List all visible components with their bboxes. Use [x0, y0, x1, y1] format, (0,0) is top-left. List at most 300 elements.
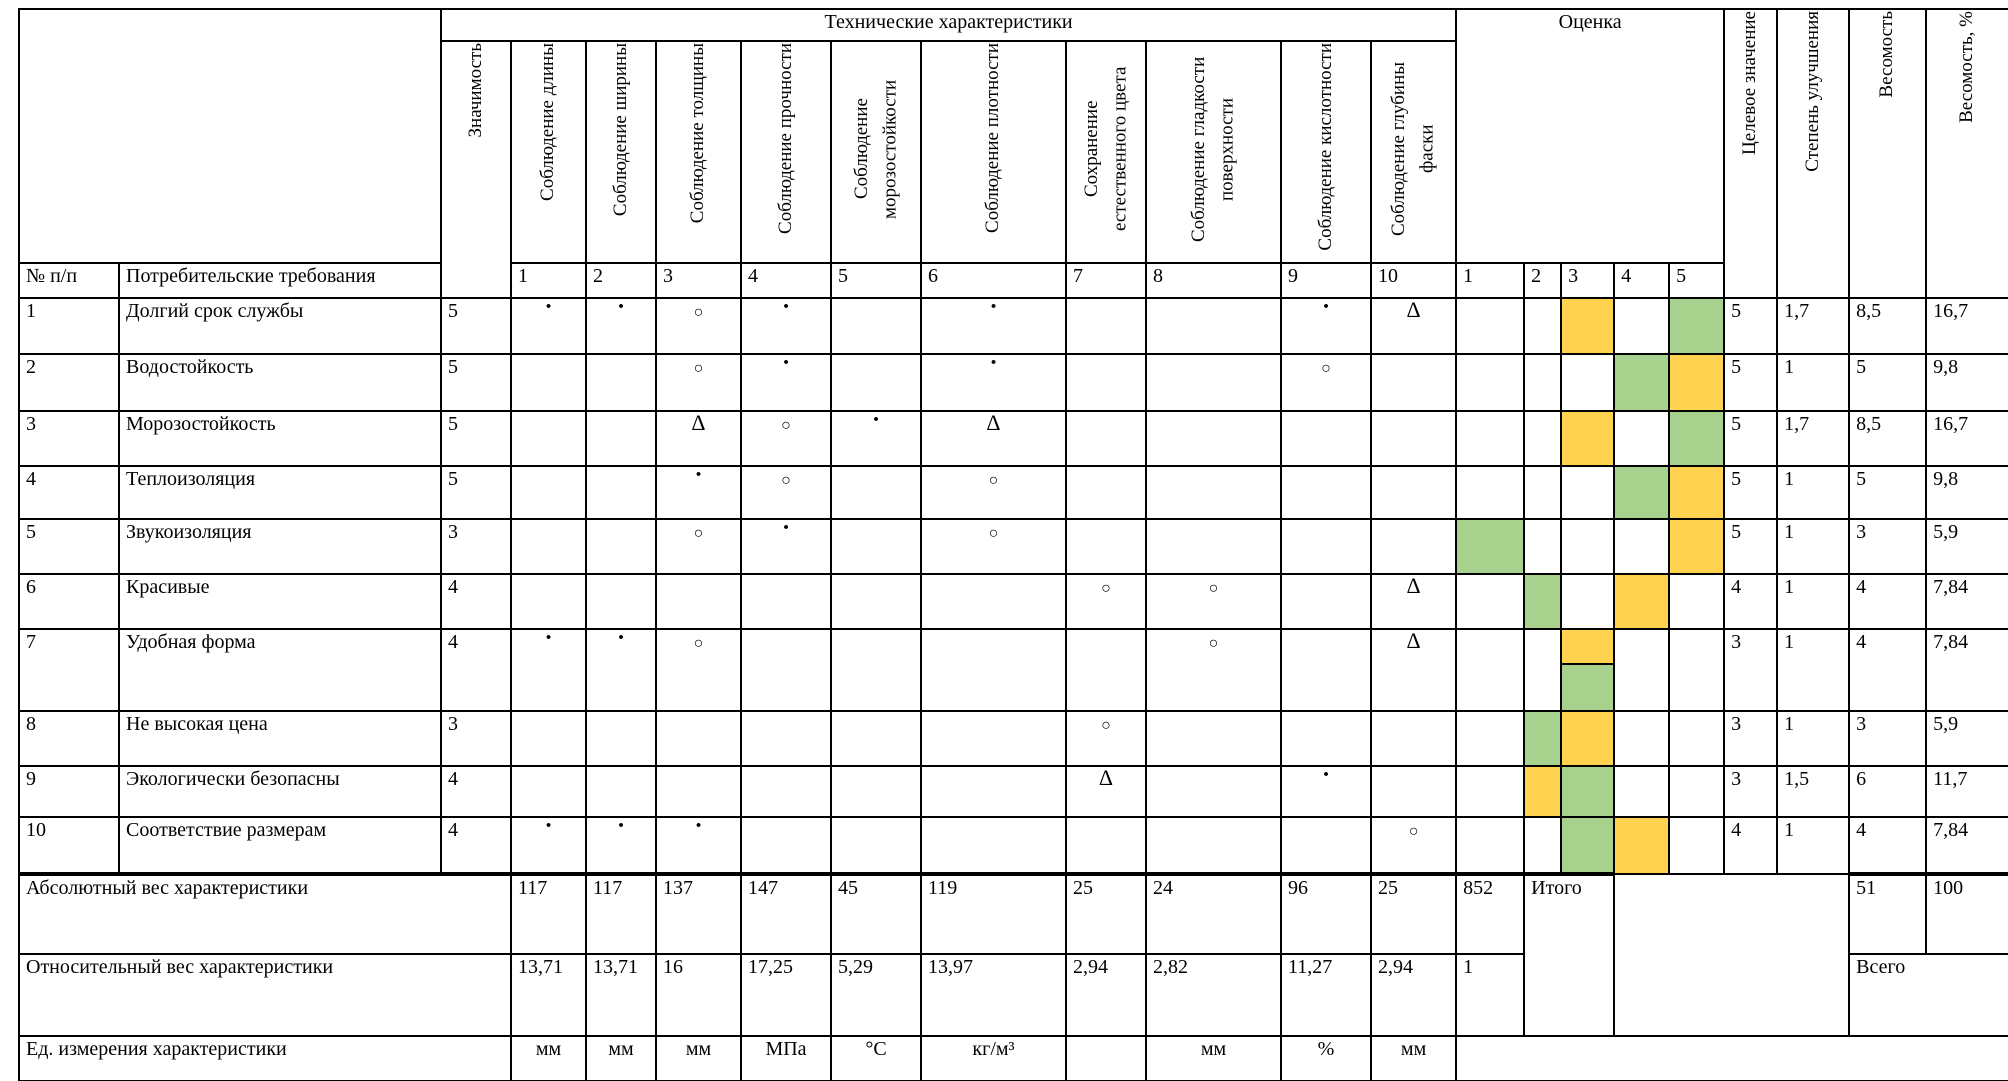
eval-cell: [1614, 298, 1669, 354]
tech-col-header: [511, 41, 586, 263]
eval-col-number: 3: [1561, 263, 1614, 298]
units-row: [19, 1036, 2008, 1081]
relation-cell: [586, 629, 656, 711]
circle-symbol: ○: [1208, 635, 1219, 652]
eval-cell: [1456, 298, 1524, 354]
relation-cell: [1146, 411, 1281, 466]
relation-cell: [741, 519, 831, 574]
relation-cell: [1371, 298, 1456, 354]
relation-cell: [1066, 519, 1146, 574]
eval-cell: [1614, 574, 1669, 629]
relation-cell: [1371, 629, 1456, 711]
tech-col-label: Соблюдение кислотности: [1314, 43, 1336, 251]
relation-cell: [921, 711, 1066, 766]
relation-cell: [511, 766, 586, 817]
dot-symbol: ·: [1320, 766, 1332, 793]
absolute-weight-value: 25: [1066, 874, 1146, 954]
tech-col-header: [1146, 41, 1281, 263]
weight-value: 3: [1849, 711, 1926, 766]
weight-value: 4: [1849, 574, 1926, 629]
tech-characteristics-header: Технические характеристики: [441, 9, 1456, 41]
weight-pct-label: Весомость, %: [1956, 11, 1978, 123]
num-col-header: № п/п: [19, 263, 119, 298]
relation-cell: [586, 298, 656, 354]
eval-cell: [1561, 711, 1614, 766]
weight-value: 8,5: [1849, 411, 1926, 466]
requirement-row: [19, 466, 2008, 519]
relation-cell: [1371, 466, 1456, 519]
relation-cell: [921, 519, 1066, 574]
weight-value: 4: [1849, 817, 1926, 874]
unit-value: °С: [831, 1036, 921, 1081]
weight-pct-value: 5,9: [1926, 519, 2008, 574]
tech-col-number: 1: [511, 263, 586, 298]
qfd-table: [18, 8, 2008, 1081]
circle-symbol: ○: [1101, 717, 1111, 734]
eval-cell: [1561, 574, 1614, 629]
relation-cell: [656, 766, 741, 817]
relative-weight-value: 2,82: [1146, 954, 1281, 1036]
requirement-row: [19, 574, 2008, 629]
weight-column-header: [1849, 9, 1926, 298]
relation-cell: [1146, 298, 1281, 354]
eval-cell: [1456, 629, 1524, 711]
relation-cell: [1146, 711, 1281, 766]
improvement-value: 1: [1777, 519, 1849, 574]
row-number: 9: [19, 766, 119, 817]
relation-cell: [1066, 766, 1146, 817]
relation-cell: [831, 817, 921, 874]
relation-cell: [511, 519, 586, 574]
absolute-weight-value: 24: [1146, 874, 1281, 954]
itogo-cell: Итого: [1524, 874, 1614, 1036]
relation-cell: [831, 711, 921, 766]
requirement-row: [19, 519, 2008, 574]
circle-symbol: ○: [988, 525, 999, 542]
tech-col-number: 3: [656, 263, 741, 298]
relation-cell: [1281, 298, 1371, 354]
tech-col-header: [656, 41, 741, 263]
improvement-degree-label: Степень улучшения: [1801, 11, 1823, 172]
dot-symbol: ·: [870, 411, 882, 438]
eval-cell: [1456, 411, 1524, 466]
eval-cell: [1561, 817, 1614, 874]
relation-cell: [511, 817, 586, 874]
target-value-label: Целевое значение: [1739, 11, 1761, 155]
significance-value: 3: [441, 711, 511, 766]
requirement-row: [19, 711, 2008, 766]
circle-symbol: ○: [1208, 580, 1219, 597]
relation-cell: [1281, 519, 1371, 574]
relative-weight-value: 13,71: [511, 954, 586, 1036]
eval-cell: [1669, 519, 1724, 574]
significance-value: 5: [441, 298, 511, 354]
eval-cell: [1669, 711, 1724, 766]
eval-cell: [1561, 629, 1614, 711]
relation-cell: [1371, 411, 1456, 466]
dot-symbol: ·: [780, 298, 792, 325]
dot-symbol: ·: [987, 354, 1000, 381]
tech-col-label: Соблюдение длины: [537, 43, 559, 201]
eval-cell: [1456, 354, 1524, 411]
absolute-weight-value: 45: [831, 874, 921, 954]
tech-col-label: Соблюдение прочности: [774, 43, 796, 234]
eval-col-number: 4: [1614, 263, 1669, 298]
row-number: 1: [19, 298, 119, 354]
eval-cell: [1561, 298, 1614, 354]
weight-pct-value: 7,84: [1926, 629, 2008, 711]
relation-cell: [1371, 766, 1456, 817]
relation-cell: [1146, 354, 1281, 411]
relation-cell: [831, 466, 921, 519]
relative-weight-value: 2,94: [1371, 954, 1456, 1036]
significance-value: 5: [441, 354, 511, 411]
relation-cell: [741, 298, 831, 354]
tech-col-number: 4: [741, 263, 831, 298]
dot-symbol: ·: [780, 519, 792, 546]
weight-value: 5: [1849, 466, 1926, 519]
eval-cell: [1524, 466, 1561, 519]
relation-cell: [1281, 354, 1371, 411]
unit-value: кг/м³: [921, 1036, 1066, 1081]
eval-cell: [1456, 466, 1524, 519]
relation-cell: [1066, 629, 1146, 711]
eval-cell: [1456, 574, 1524, 629]
weight-pct-value: 7,84: [1926, 817, 2008, 874]
relation-cell: [586, 574, 656, 629]
requirement-name: Водостойкость: [119, 354, 441, 411]
improvement-value: 1: [1777, 817, 1849, 874]
absolute-weight-value: 137: [656, 874, 741, 954]
relation-cell: [921, 574, 1066, 629]
relation-cell: [586, 354, 656, 411]
unit-value: мм: [586, 1036, 656, 1081]
relation-cell: [586, 466, 656, 519]
tech-col-number: 6: [921, 263, 1066, 298]
relation-cell: [1146, 766, 1281, 817]
eval-cell: [1614, 354, 1669, 411]
significance-label: Значимость: [464, 43, 486, 138]
relation-cell: [1371, 817, 1456, 874]
unit-value: [1066, 1036, 1146, 1081]
eval-split-top-yellow: [1562, 630, 1613, 665]
relation-cell: [921, 629, 1066, 711]
relative-weight-value: 17,25: [741, 954, 831, 1036]
significance-value: 5: [441, 411, 511, 466]
relation-cell: [831, 519, 921, 574]
tech-col-number: 10: [1371, 263, 1456, 298]
improvement-value: 1: [1777, 354, 1849, 411]
dot-symbol: ·: [987, 298, 1000, 325]
target-value: 5: [1724, 298, 1777, 354]
relation-cell: [656, 519, 741, 574]
row-number: 5: [19, 519, 119, 574]
relation-cell: [831, 574, 921, 629]
requirement-name: Долгий срок службы: [119, 298, 441, 354]
circle-symbol: ○: [781, 417, 791, 434]
relation-cell: [656, 574, 741, 629]
relation-cell: [741, 574, 831, 629]
dot-symbol: ·: [780, 354, 792, 381]
tech-col-label: Соблюдение гладкости поверхности: [1188, 56, 1238, 242]
eval-cell: [1524, 629, 1561, 711]
relation-cell: [586, 519, 656, 574]
relation-cell: [656, 629, 741, 711]
relation-cell: [1066, 466, 1146, 519]
eval-cell: [1614, 817, 1669, 874]
relation-cell: [741, 766, 831, 817]
eval-cell: [1669, 817, 1724, 874]
relation-cell: [656, 817, 741, 874]
tech-col-header: [1066, 41, 1146, 263]
row-number: 3: [19, 411, 119, 466]
tech-col-label: Соблюдение толщины: [687, 43, 709, 224]
absolute-weight-row: [19, 874, 2008, 954]
relation-cell: [586, 766, 656, 817]
target-value: 5: [1724, 519, 1777, 574]
circle-symbol: ○: [1101, 580, 1111, 597]
target-value: 4: [1724, 817, 1777, 874]
absolute-weight-value: 25: [1371, 874, 1456, 954]
eval-cell: [1456, 711, 1524, 766]
improvement-value: 1: [1777, 711, 1849, 766]
improvement-value: 1,7: [1777, 298, 1849, 354]
relation-cell: [831, 411, 921, 466]
eval-cell: [1669, 354, 1724, 411]
relation-cell: [1371, 354, 1456, 411]
eval-cell: [1561, 354, 1614, 411]
relation-cell: [1371, 711, 1456, 766]
relation-cell: [1146, 629, 1281, 711]
relation-cell: [1066, 574, 1146, 629]
weight-pct-value: 16,7: [1926, 298, 2008, 354]
row-number: 10: [19, 817, 119, 874]
eval-cell: [1561, 519, 1614, 574]
absolute-weight-value: 117: [511, 874, 586, 954]
dot-symbol: ·: [542, 298, 555, 325]
absolute-weight-value: 119: [921, 874, 1066, 954]
triangle-symbol: Δ: [1406, 298, 1421, 322]
row-number: 2: [19, 354, 119, 411]
eval-cell: [1669, 298, 1724, 354]
relative-weight-value: 16: [656, 954, 741, 1036]
requirement-name: Морозостойкость: [119, 411, 441, 466]
dot-symbol: ·: [615, 298, 627, 325]
top-left-empty-area: [19, 9, 441, 263]
eval-cell: [1669, 629, 1724, 711]
row-number: 6: [19, 574, 119, 629]
circle-symbol: ○: [988, 472, 999, 489]
dot-symbol: ·: [615, 629, 627, 656]
relation-cell: [921, 298, 1066, 354]
relation-cell: [1146, 519, 1281, 574]
weight-pct-value: 9,8: [1926, 354, 2008, 411]
triangle-symbol: Δ: [1098, 766, 1114, 790]
relation-cell: [1281, 574, 1371, 629]
eval-cell: [1614, 711, 1669, 766]
relation-cell: [1066, 817, 1146, 874]
eval-cell: [1561, 766, 1614, 817]
eval-cell: [1561, 466, 1614, 519]
eval-cell: [1614, 411, 1669, 466]
eval-cell: [1669, 466, 1724, 519]
eval-cell: [1561, 411, 1614, 466]
weight-pct-value: 11,7: [1926, 766, 2008, 817]
relation-cell: [586, 711, 656, 766]
dot-symbol: ·: [615, 817, 627, 844]
tech-col-number: 9: [1281, 263, 1371, 298]
eval-cell: [1614, 629, 1669, 711]
relation-cell: [1066, 411, 1146, 466]
relation-cell: [656, 466, 741, 519]
eval-relative-total: 1: [1456, 954, 1524, 1036]
relation-cell: [1371, 519, 1456, 574]
weight-value: 8,5: [1849, 298, 1926, 354]
tech-col-number: 7: [1066, 263, 1146, 298]
eval-cell: [1524, 519, 1561, 574]
column-numbers-row: [19, 263, 2008, 298]
relation-cell: [586, 411, 656, 466]
eval-cell: [1524, 411, 1561, 466]
relation-cell: [1146, 574, 1281, 629]
requirement-row: [19, 411, 2008, 466]
tech-col-label: Соблюдение плотности: [982, 43, 1004, 233]
row-number: 7: [19, 629, 119, 711]
relation-cell: [921, 766, 1066, 817]
target-value: 4: [1724, 574, 1777, 629]
relation-cell: [1281, 411, 1371, 466]
requirement-name: Удобная форма: [119, 629, 441, 711]
relation-cell: [831, 629, 921, 711]
relative-weight-label: Относительный вес характеристики: [19, 954, 511, 1036]
relation-cell: [741, 817, 831, 874]
eval-cell: [1524, 354, 1561, 411]
eval-col-number: 1: [1456, 263, 1524, 298]
tech-col-label: Сохранение естественного цвета: [1080, 66, 1130, 232]
relation-cell: [921, 466, 1066, 519]
relation-cell: [511, 574, 586, 629]
eval-cell: [1524, 574, 1561, 629]
relation-cell: [831, 766, 921, 817]
relation-cell: [921, 354, 1066, 411]
significance-column-header: [441, 41, 511, 298]
relation-cell: [1281, 711, 1371, 766]
evaluation-header: Оценка: [1456, 9, 1724, 263]
relation-cell: [921, 411, 1066, 466]
relation-cell: [656, 354, 741, 411]
relation-cell: [1281, 466, 1371, 519]
tech-col-header: [1371, 41, 1456, 263]
tech-col-label: Соблюдение ширины: [609, 43, 631, 217]
weight-value: 3: [1849, 519, 1926, 574]
requirement-name: Теплоизоляция: [119, 466, 441, 519]
circle-symbol: ○: [693, 635, 704, 652]
relation-cell: [1146, 466, 1281, 519]
weight-pct-value: 9,8: [1926, 466, 2008, 519]
improvement-value: 1: [1777, 466, 1849, 519]
weight-value: 5: [1849, 354, 1926, 411]
circle-symbol: ○: [1408, 823, 1419, 840]
bottom-right-empty-area: [1456, 1036, 2008, 1081]
requirement-row: [19, 817, 2008, 874]
relation-cell: [511, 298, 586, 354]
unit-value: мм: [656, 1036, 741, 1081]
weight-pct-total: 100: [1926, 874, 2008, 954]
target-value: 3: [1724, 766, 1777, 817]
eval-cell: [1456, 519, 1524, 574]
tech-col-label: Соблюдение морозостойкости: [850, 79, 900, 219]
weight-pct-value: 7,84: [1926, 574, 2008, 629]
relation-cell: [656, 298, 741, 354]
relation-cell: [741, 354, 831, 411]
eval-cell: [1524, 766, 1561, 817]
tech-col-header: [1281, 41, 1371, 263]
significance-value: 4: [441, 629, 511, 711]
dot-symbol: ·: [692, 466, 705, 493]
absolute-weight-label: Абсолютный вес характеристики: [19, 874, 511, 954]
eval-cell: [1524, 298, 1561, 354]
improvement-value: 1: [1777, 574, 1849, 629]
eval-cell: [1614, 466, 1669, 519]
absolute-weight-value: 96: [1281, 874, 1371, 954]
relation-cell: [921, 817, 1066, 874]
relative-weight-value: 13,97: [921, 954, 1066, 1036]
tech-col-header: [831, 41, 921, 263]
tech-col-header: [921, 41, 1066, 263]
relation-cell: [511, 411, 586, 466]
improvement-degree-column-header: [1777, 9, 1849, 298]
weight-label: Весомость: [1876, 11, 1898, 98]
eval-col-number: 5: [1669, 263, 1724, 298]
relation-cell: [741, 629, 831, 711]
requirement-row: [19, 298, 2008, 354]
relation-cell: [741, 711, 831, 766]
absolute-weight-value: 117: [586, 874, 656, 954]
target-value: 3: [1724, 629, 1777, 711]
row-number: 8: [19, 711, 119, 766]
relation-cell: [656, 411, 741, 466]
requirement-row: [19, 354, 2008, 411]
requirement-name: Соответствие размерам: [119, 817, 441, 874]
significance-value: 5: [441, 466, 511, 519]
eval-cell: [1614, 519, 1669, 574]
requirement-name: Экологически безопасны: [119, 766, 441, 817]
eval-cell: [1524, 711, 1561, 766]
relation-cell: [1066, 711, 1146, 766]
triangle-symbol: Δ: [1406, 629, 1421, 653]
unit-value: мм: [1371, 1036, 1456, 1081]
tech-col-header: [741, 41, 831, 263]
tech-col-number: 5: [831, 263, 921, 298]
significance-value: 4: [441, 817, 511, 874]
target-value: 5: [1724, 354, 1777, 411]
significance-value: 4: [441, 574, 511, 629]
eval-cell: [1669, 411, 1724, 466]
eval-cell: [1456, 817, 1524, 874]
triangle-symbol: Δ: [986, 411, 1001, 435]
units-label: Ед. измерения характеристики: [19, 1036, 511, 1081]
weight-total: 51: [1849, 874, 1926, 954]
relation-cell: [511, 711, 586, 766]
circle-symbol: ○: [693, 525, 704, 542]
relation-cell: [1281, 766, 1371, 817]
eval-col-number: 2: [1524, 263, 1561, 298]
eval-split-bottom-green: [1562, 665, 1613, 710]
circle-symbol: ○: [693, 360, 704, 377]
requirement-name: Звукоизоляция: [119, 519, 441, 574]
relative-weight-value: 2,94: [1066, 954, 1146, 1036]
unit-value: мм: [511, 1036, 586, 1081]
